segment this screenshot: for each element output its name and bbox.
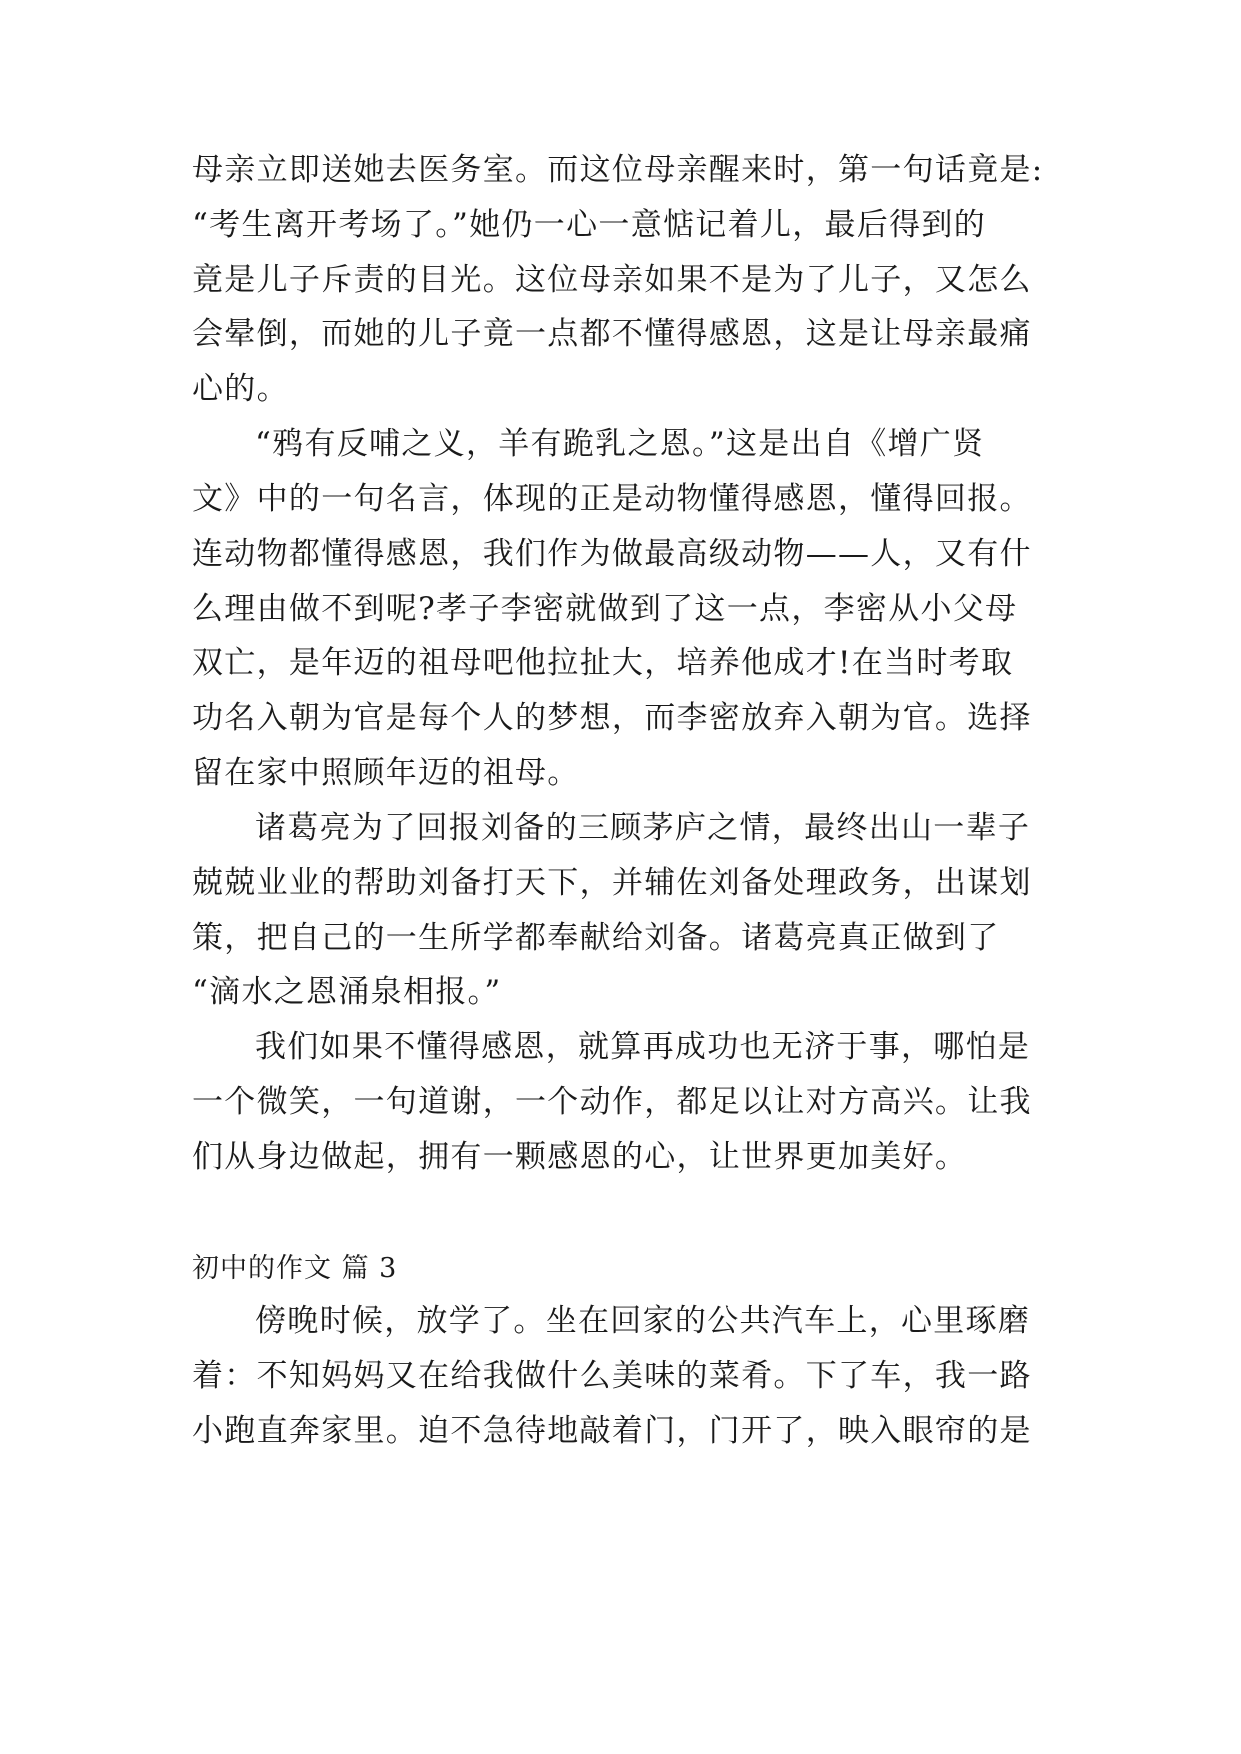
section-heading: 初中的作文 篇 3: [192, 1253, 398, 1284]
paragraph-line: 诸葛亮为了回报刘备的三顾茅庐之情，最终出山一辈子: [255, 810, 1031, 846]
paragraph-line: 兢兢业业的帮助刘备打天下，并辅佐刘备处理政务，出谋划: [192, 865, 1032, 901]
paragraph-line: 留在家中照顾年迈的祖母。: [192, 755, 580, 791]
paragraph-line: 文》中的一句名言，体现的正是动物懂得感恩，懂得回报。: [192, 481, 1032, 517]
paragraph-line: 竟是儿子斥责的目光。这位母亲如果不是为了儿子，又怎么: [192, 262, 1032, 298]
paragraph-line: 们从身边做起，拥有一颗感恩的心，让世界更加美好。: [192, 1139, 968, 1175]
paragraph-line: 着：不知妈妈又在给我做什么美味的菜肴。下了车，我一路: [192, 1358, 1032, 1394]
paragraph-line: 功名入朝为官是每个人的梦想，而李密放弃入朝为官。选择: [192, 700, 1032, 736]
paragraph-line: 心的。: [192, 371, 289, 407]
paragraph-line: 连动物都懂得感恩，我们作为做最高级动物——人，又有什: [192, 536, 1032, 572]
paragraph-line: 小跑直奔家里。迫不急待地敲着门，门开了，映入眼帘的是: [192, 1413, 1032, 1449]
paragraph-line: “鸦有反哺之义，羊有跪乳之恩。”这是出自《增广贤: [255, 426, 985, 462]
paragraph-line: “滴水之恩涌泉相报。”: [192, 974, 502, 1010]
paragraph-line: 我们如果不懂得感恩，就算再成功也无济于事，哪怕是: [255, 1029, 1031, 1065]
paragraph-line: 么理由做不到呢?孝子李密就做到了这一点，李密从小父母: [192, 591, 1018, 627]
paragraph-line: “考生离开考场了。”她仍一心一意惦记着儿，最后得到的: [192, 207, 986, 243]
paragraph-line: 母亲立即送她去医务室。而这位母亲醒来时，第一句话竟是:: [192, 152, 1044, 188]
paragraph-line: 会晕倒，而她的儿子竟一点都不懂得感恩，这是让母亲最痛: [192, 316, 1032, 352]
paragraph-line: 傍晚时候，放学了。坐在回家的公共汽车上，心里琢磨: [255, 1303, 1031, 1339]
paragraph-line: 一个微笑，一句道谢，一个动作，都足以让对方高兴。让我: [192, 1084, 1032, 1120]
paragraph-line: 策，把自己的一生所学都奉献给刘备。诸葛亮真正做到了: [192, 920, 1000, 956]
paragraph-line: 双亡，是年迈的祖母吧他拉扯大，培养他成才!在当时考取: [192, 645, 1014, 681]
